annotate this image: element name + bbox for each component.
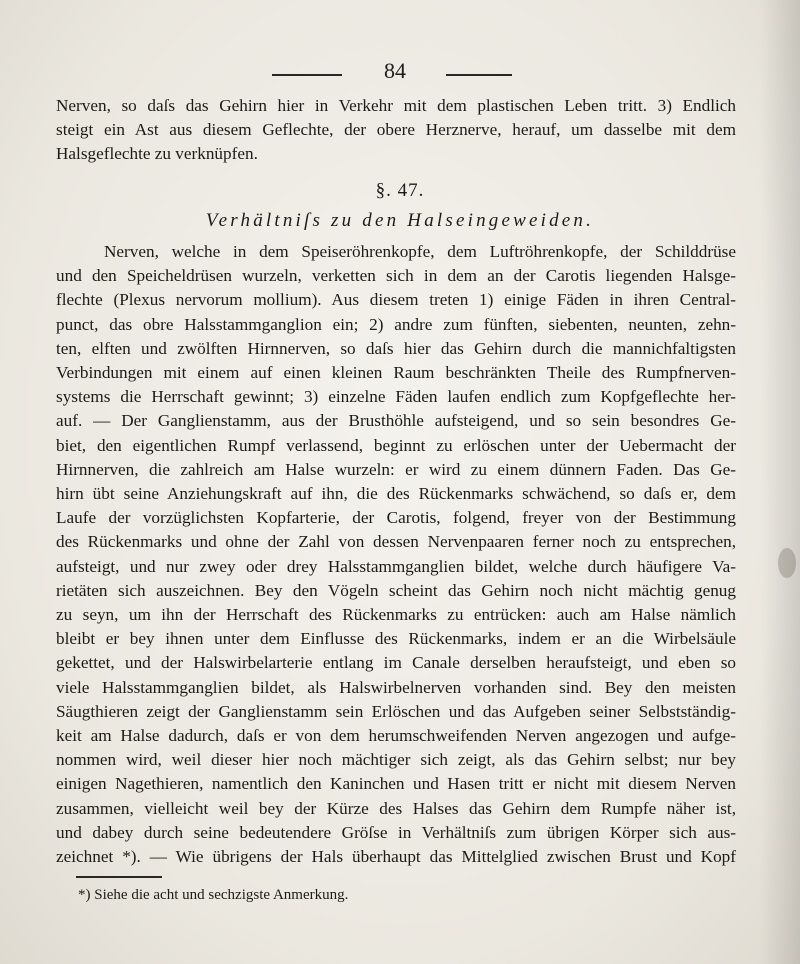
section-title: Verhältniſs zu den Halseingeweiden. bbox=[205, 210, 595, 231]
body-text-line: bleibt er bey ihnen unter dem Einflusse des Rückenmarks, indem er an die Wirbelsäule bbox=[56, 629, 736, 649]
text-line: Nerven, so daſs das Gehirn hier in Verkehr mit dem plastischen Leben tritt. 3) Endlich bbox=[56, 96, 736, 115]
section-number: §. 47. bbox=[375, 180, 425, 201]
body-text-line: biet, den eigentlichen Rumpf verlassend, beginnt zu erlöschen unter der Uebermacht der bbox=[56, 435, 736, 455]
body-text-line: des Rückenmarks und ohne der Zahl von dessen Nervenpaaren ferner noch zu entsprechen, bbox=[56, 532, 736, 552]
body-text-line: hirn übt seine Anziehungskraft auf ihn, die des Rückenmarks schwächend, so daſs er, dem bbox=[56, 484, 736, 503]
body-text-line: Hirnnerven, die zahlreich am Halse wurzeln: er wird zu einem dünnern Faden. Das Ge- bbox=[56, 459, 736, 479]
body-text-line: keit am Halse dadurch, daſs er von dem herumschweifenden Nerven angezogen und aufge- bbox=[56, 726, 736, 745]
body-text-line: nommen wird, weil dieser hier noch mächtiger sich zeigt, als das Gehirn selbst; nur bey bbox=[56, 750, 736, 770]
text-line: Halsgeflechte zu verknüpfen. bbox=[56, 144, 258, 163]
footnote-rule bbox=[76, 876, 162, 878]
body-text-line: und den Speicheldrüsen wurzeln, verketten sich in dem an der Carotis liegenden Halsge- bbox=[56, 266, 736, 286]
body-text-line: viele Halsstammganglien bildet, als Halswirbelnerven vorhanden sind. Bey den meisten bbox=[56, 677, 736, 697]
body-text-line: rietäten sich auszeichnen. Bey den Vögeln scheint das Gehirn noch nicht mächtig genug bbox=[56, 580, 736, 600]
body-text-line: systems die Herrschaft gewinnt; 3) einzelne Fäden laufen endlich zum Kopfgeflechte her- bbox=[56, 387, 736, 407]
body-text-line: zusammen, vielleicht weil bey der Kürze des Halses das Gehirn dem Rumpfe näher ist, bbox=[56, 798, 736, 818]
body-text-line: zu seyn, um ihn der Herrschaft des Rückenmarks zu entrücken: auch am Halse nämlich bbox=[56, 605, 736, 624]
page-edge-shadow bbox=[760, 0, 800, 964]
page-header bbox=[0, 58, 800, 88]
body-text-line: zeichnet *). — Wie übrigens der Hals überhaupt das Mittelglied zwischen Brust und Kopf bbox=[56, 847, 736, 866]
body-text-line: auf. — Der Ganglienstamm, aus der Brusthöhle aufsteigend, und so sein besondres Ge- bbox=[56, 411, 736, 431]
body-text-line: Verbindungen mit einem auf einen kleinen Raum beschränkten Theile des Rumpfnerven- bbox=[56, 363, 736, 382]
body-text-line: und dabey durch seine bedeutendere Gröſse in Verhältniſs zum übrigen Körper sich aus- bbox=[56, 822, 736, 842]
page-number: 84 bbox=[384, 58, 406, 83]
header-rule-right bbox=[446, 74, 512, 76]
body-text-line: ten, elften und zwölften Hirnnerven, so daſs hier das Gehirn durch die mannichfaltigsten bbox=[56, 338, 736, 358]
text-line: steigt ein Ast aus diesem Geflechte, der obere Herznerve, herauf, um dasselbe mit dem bbox=[56, 120, 736, 139]
body-text-line: Laufe der vorzüglichsten Kopfarterie, der Carotis, folgend, freyer von der Bestimmung bbox=[56, 508, 736, 528]
body-text-line: aufsteigt, und nur zwey oder drey Halsstammganglien bildet, welche durch häufigere Va- bbox=[56, 556, 736, 576]
header-rule-left bbox=[272, 74, 342, 76]
body-text-line: Nerven, welche in dem Speiseröhrenkopfe, dem Luftröhrenkopfe, der Schilddrüse bbox=[104, 242, 736, 261]
body-text-line: gekettet, und der Halswirbelarterie entlang im Canale derselben heraufsteigt, und eben so bbox=[56, 653, 736, 673]
body-text-line: Säugthieren zeigt der Ganglienstamm sein Erlöschen und das Aufgeben seiner Selbstständig- bbox=[56, 701, 736, 721]
body-text-line: punct, das obre Halsstammganglion ein; 2) andre zum fünften, siebenten, neunten, zehn- bbox=[56, 314, 736, 334]
body-text-line: einigen Nagethieren, namentlich den Kaninchen und Hasen tritt er nicht mit diesem Nerven bbox=[56, 774, 736, 794]
footnote: *) Siehe die acht und sechzigste Anmerkung. bbox=[78, 887, 349, 903]
body-text-line: flechte (Plexus nervorum mollium). Aus diesem treten 1) einige Fäden in ihren Central- bbox=[56, 290, 736, 310]
